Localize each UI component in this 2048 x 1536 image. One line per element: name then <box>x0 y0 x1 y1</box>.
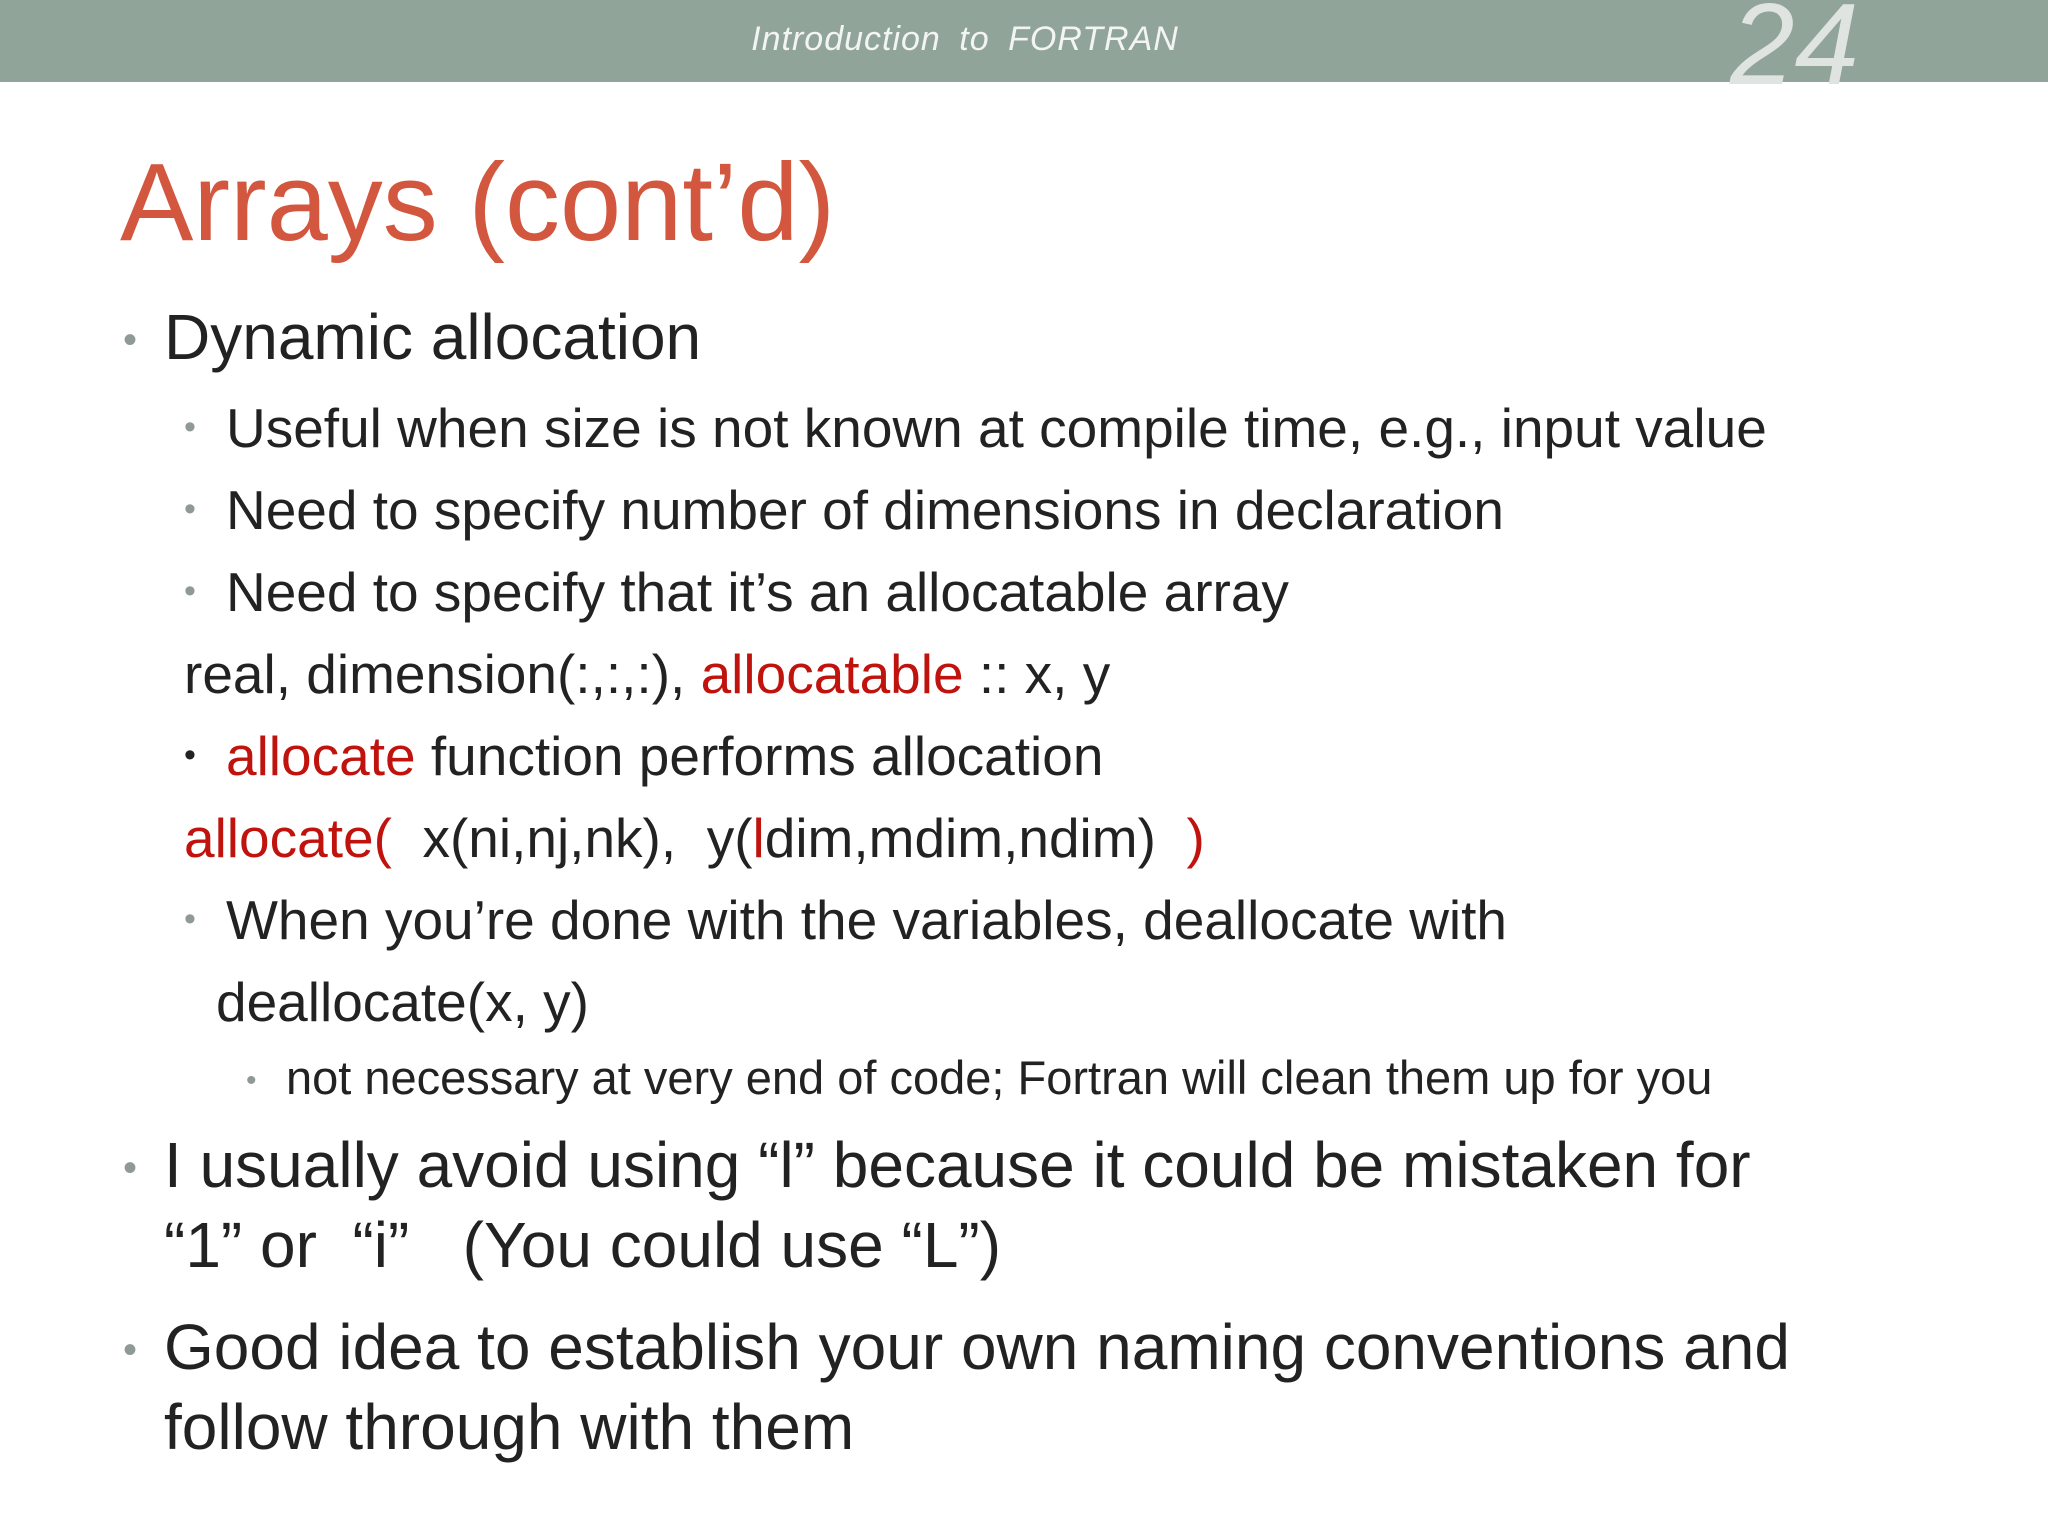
code-alloc-mid: x(ni,nj,nk), y( <box>391 807 753 869</box>
slide-number: 24 <box>1730 0 1860 109</box>
bullet-allocate-function <box>226 724 1103 788</box>
bullet-not-necessary: not necessary at very end of code; Fortran will clean them up for you <box>286 1051 1713 1104</box>
bullet-specify-allocatable: Need to specify that it’s an allocatable array <box>226 561 1289 623</box>
bullet-naming-line2: follow through with them <box>164 1391 855 1463</box>
bullet-dot: • <box>123 318 138 362</box>
code-declaration <box>184 642 1110 706</box>
bullet-specify-dimensions: Need to specify number of dimensions in declaration <box>226 479 1504 541</box>
code-decl-post: :: x, y <box>963 643 1111 705</box>
code-decl-pre: real, dimension(:,:,:), <box>184 643 701 705</box>
bullet-dot: • <box>184 900 196 938</box>
bullet-dynamic-allocation: Dynamic allocation <box>164 301 702 373</box>
bullet-dot: • <box>123 1328 138 1372</box>
code-alloc-keyword: allocate( <box>184 807 392 869</box>
bullet-naming-line1: Good idea to establish your own naming conventions and <box>164 1311 1790 1383</box>
allocate-function-text: function performs allocation <box>415 725 1104 787</box>
code-allocate <box>184 806 1205 870</box>
allocate-keyword: allocate <box>226 725 416 787</box>
header-title: Introduction to FORTRAN <box>751 20 1179 58</box>
bullet-useful-when-size: Useful when size is not known at compile time, e.g., input value <box>226 397 1767 459</box>
bullet-avoid-l-line1: I usually avoid using “l” because it could be mistaken for <box>164 1129 1751 1201</box>
code-alloc-l: l <box>752 807 765 869</box>
slide-title: Arrays (cont’d) <box>120 141 836 264</box>
bullet-dot: • <box>123 1146 138 1190</box>
bullet-dot: • <box>246 1064 257 1097</box>
bullet-dot: • <box>184 572 196 610</box>
code-alloc-close: ) <box>1186 807 1205 869</box>
code-decl-keyword: allocatable <box>700 643 964 705</box>
bullet-dot: • <box>184 408 196 446</box>
code-deallocate: deallocate(x, y) <box>216 971 589 1033</box>
bullet-when-done: When you’re done with the variables, deallocate with <box>226 889 1508 951</box>
code-alloc-rest: dim,mdim,ndim) <box>764 807 1187 869</box>
bullet-avoid-l-line2: “1” or “i” (You could use “L”) <box>164 1209 1002 1281</box>
bullet-dot: • <box>184 736 196 774</box>
bullet-dot: • <box>184 490 196 528</box>
